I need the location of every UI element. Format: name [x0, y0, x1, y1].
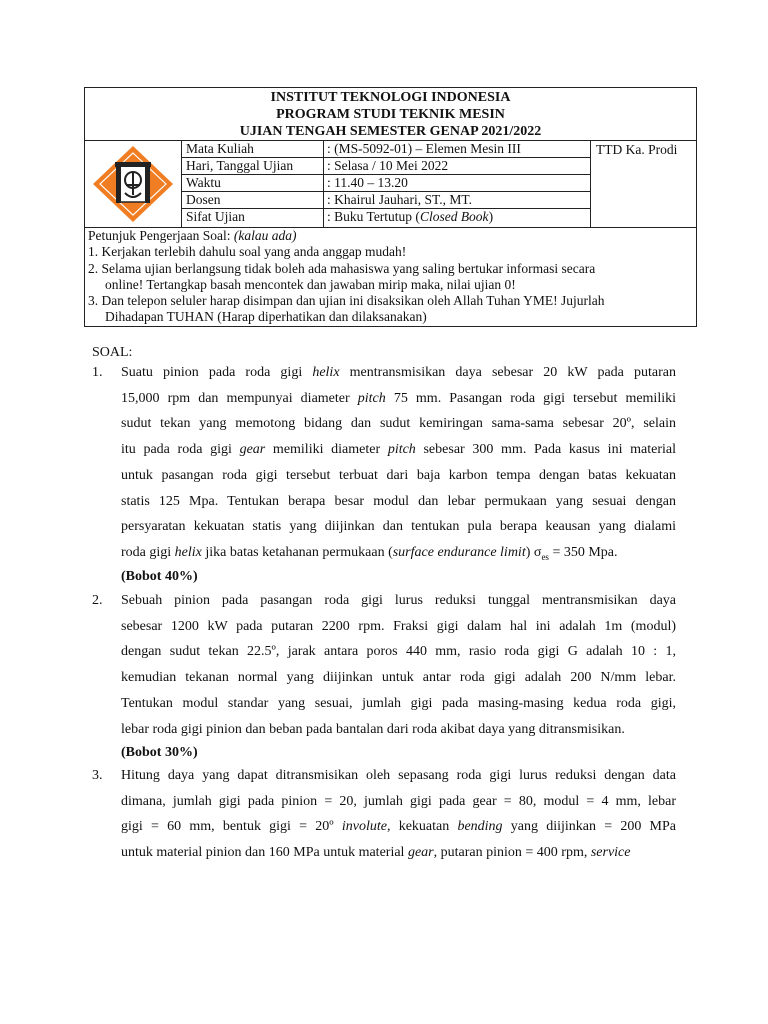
question-line: untuk material pinion dan 160 MPa untuk material gear, putaran pinion = 400 rpm, service — [121, 845, 631, 861]
field-row-date — [182, 157, 590, 174]
exam-title: UJIAN TENGAH SEMESTER GENAP 2021/2022 — [239, 124, 542, 139]
field-value: : Buku Tertutup (Closed Book) — [327, 209, 494, 224]
instructions-block — [85, 227, 696, 326]
question-line: untuk pasangan roda gigi tersebut terbuat dari baja karbon tempa dengan batas kekuatan — [121, 467, 676, 483]
question-line: sudut tekan yang memotong bidang dan sudut kemiringan sama-sama sebesar 20º, selain — [121, 416, 676, 432]
program-name: PROGRAM STUDI TEKNIK MESIN — [276, 107, 505, 122]
institution-name: INSTITUT TEKNOLOGI INDONESIA — [270, 90, 511, 105]
question-number: 3. — [92, 768, 103, 783]
field-value: : Selasa / 10 Mei 2022 — [327, 158, 449, 173]
instruction-item: 3. Dan telepon seluler harap disimpan dan ujian ini disaksikan oleh Allah Tuhan YME! Jujurlah — [88, 293, 605, 309]
question-line: 15,000 rpm dan mempunyai diameter pitch 75 mm. Pasangan roda gigi tersebut memiliki — [121, 390, 676, 406]
field-label: Mata Kuliah — [186, 141, 254, 156]
instruction-item: 1. Kerjakan terlebih dahulu soal yang anda anggap mudah! — [88, 244, 407, 260]
field-value: : (MS-5092-01) – Elemen Mesin III — [327, 141, 521, 156]
question-number: 2. — [92, 593, 103, 608]
field-label: Waktu — [186, 175, 221, 190]
question-line: lebar roda gigi pinion dan beban pada bantalan dari roda akibat daya yang ditransmisikan. — [121, 721, 625, 737]
question-line: itu pada roda gigi gear memiliki diameter pitch sebesar 300 mm. Pada kasus ini material — [121, 442, 676, 458]
instructions-title: Petunjuk Pengerjaan Soal: (kalau ada) — [88, 228, 297, 243]
institute-logo-icon — [92, 145, 174, 223]
field-row-exam-type — [182, 208, 590, 227]
soal-label: SOAL: — [92, 345, 133, 360]
signature-cell: TTD Ka. Prodi — [590, 140, 696, 227]
question-number: 1. — [92, 365, 103, 380]
question-line: dimana, jumlah gigi pada pinion = 20, jumlah gigi pada gear = 80, modul = 4 mm, lebar — [121, 793, 676, 809]
question-line: gigi = 60 mm, bentuk gigi = 20º involute, kekuatan bending yang diijinkan = 200 MPa — [121, 819, 677, 835]
question-weight: (Bobot 40%) — [121, 568, 198, 584]
field-label: Sifat Ujian — [186, 209, 245, 224]
question-line: Tentukan modul standar yang sesuai, jumlah gigi pada masing-masing kedua roda gigi, — [121, 695, 676, 711]
field-row-time — [182, 174, 590, 191]
field-row-course — [182, 140, 590, 157]
instruction-item: online! Tertangkap basah mencontek dan jawaban mirip maka, nilai ujian 0! — [105, 276, 516, 292]
question-line: persyaratan kekuatan statis yang diijinkan dan tentukan pula berapa keausan yang dialami — [121, 519, 676, 535]
field-label: Dosen — [186, 192, 221, 207]
field-value: : 11.40 – 13.20 — [327, 175, 408, 190]
question-line: Hitung daya yang dapat ditransmisikan oleh sepasang roda gigi lurus reduksi dengan data — [121, 768, 676, 783]
exam-header-table — [84, 87, 697, 327]
question-line: Suatu pinion pada roda gigi helix mentransmisikan daya sebesar 20 kW pada putaran — [121, 365, 676, 380]
question-line: kemudian tekanan normal yang diijinkan untuk antar roda gigi adalah 200 N/mm lebar. — [121, 670, 676, 686]
field-value: : Khairul Jauhari, ST., MT. — [327, 192, 472, 207]
field-row-lecturer — [182, 191, 590, 208]
question-line: sebesar 1200 kW pada putaran 2200 rpm. Fraksi gigi dalam hal ini adalah 1m (modul) — [121, 618, 676, 634]
question-weight: (Bobot 30%) — [121, 745, 198, 761]
question-line: Sebuah pinion pada pasangan roda gigi lurus reduksi tunggal mentransmisikan daya — [121, 593, 676, 608]
instruction-item: Dihadapan TUHAN (Harap diperhatikan dan dilaksanakan) — [105, 309, 427, 325]
question-line: statis 125 Mpa. Tentukan berapa besar modul dan lebar permukaan yang sesuai dengan — [121, 493, 676, 509]
logo-cell — [85, 140, 182, 227]
instruction-item: 2. Selama ujian berlangsung tidak boleh ada mahasiswa yang saling bertukar informasi secara — [88, 260, 596, 276]
question-line: dengan sudut tekan 22.5º, jarak antara poros 440 mm, rasio roda gigi G adalah 10 : 1, — [121, 644, 676, 660]
field-label: Hari, Tanggal Ujian — [186, 158, 294, 173]
question-line: roda gigi helix jika batas ketahanan permukaan (surface endurance limit) $\sigma_{es} = 350$ Mpa. — [121, 544, 618, 562]
